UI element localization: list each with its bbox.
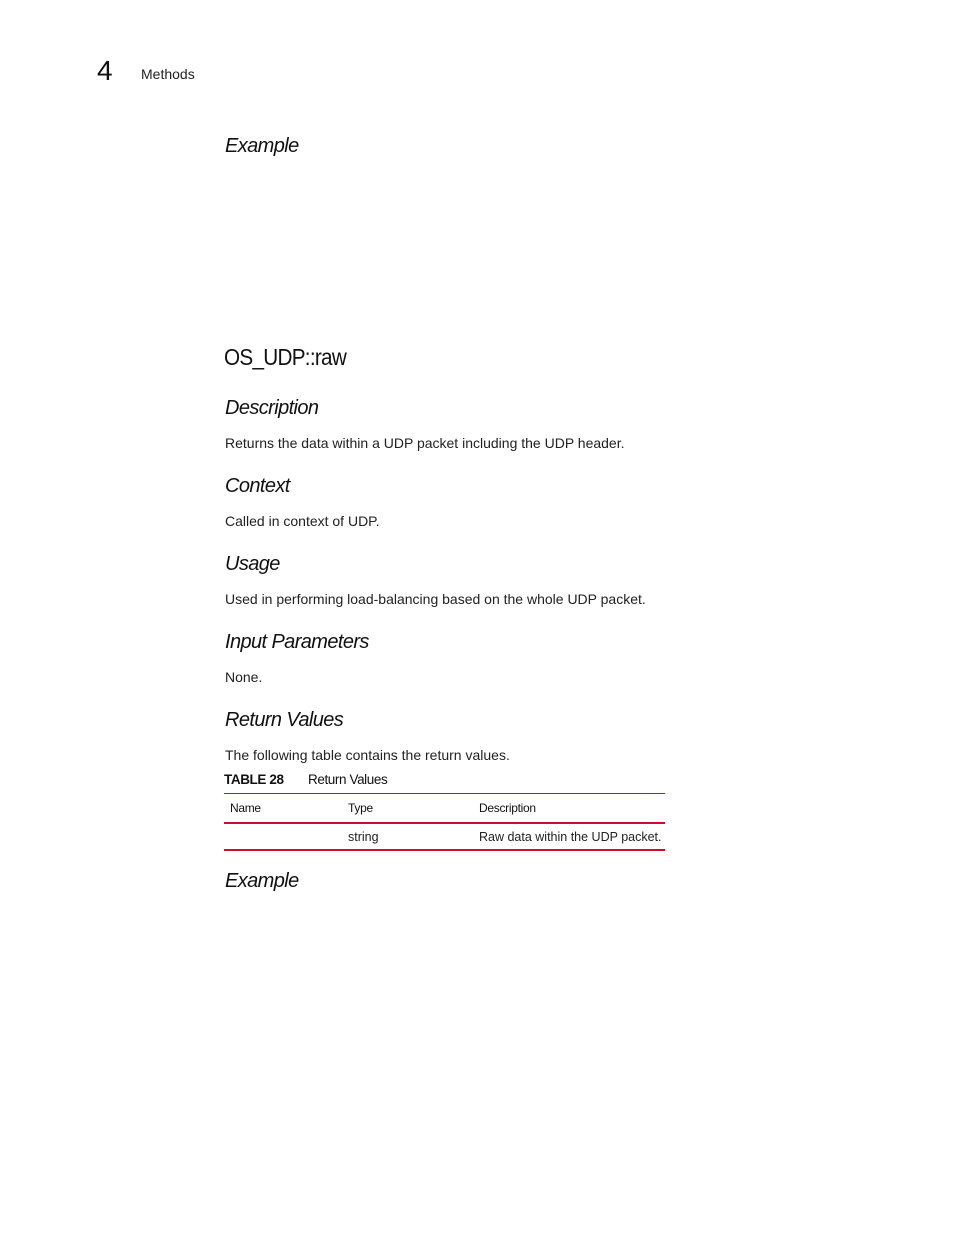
table-row (224, 824, 665, 849)
input-parameters-heading: Input Parameters (225, 631, 369, 653)
cell-type: string (348, 829, 379, 844)
table-header-row (224, 794, 665, 824)
method-title: OS_UDP::raw (224, 344, 347, 370)
table-caption (224, 771, 387, 788)
return-values-text: The following table contains the return values. (225, 747, 510, 763)
context-heading: Context (225, 475, 290, 497)
return-values-heading: Return Values (225, 709, 344, 731)
table-title: Return Values (308, 772, 388, 787)
example-heading-bottom: Example (225, 870, 299, 892)
chapter-number: 4 (97, 55, 113, 86)
table-number: TABLE 28 (224, 772, 284, 787)
context-text: Called in context of UDP. (225, 513, 380, 529)
cell-description: Raw data within the UDP packet. (479, 829, 662, 844)
description-text: Returns the data within a UDP packet including the UDP header. (225, 435, 625, 451)
column-header-description: Description (479, 801, 536, 815)
example-heading-top: Example (225, 135, 299, 157)
chapter-name: Methods (141, 66, 195, 82)
column-header-name: Name (230, 801, 261, 815)
return-values-table (224, 793, 665, 851)
usage-heading: Usage (225, 553, 280, 575)
column-header-type: Type (348, 801, 373, 815)
usage-text: Used in performing load-balancing based on the whole UDP packet. (225, 591, 646, 607)
description-heading: Description (225, 397, 319, 419)
input-parameters-text: None. (225, 669, 263, 685)
